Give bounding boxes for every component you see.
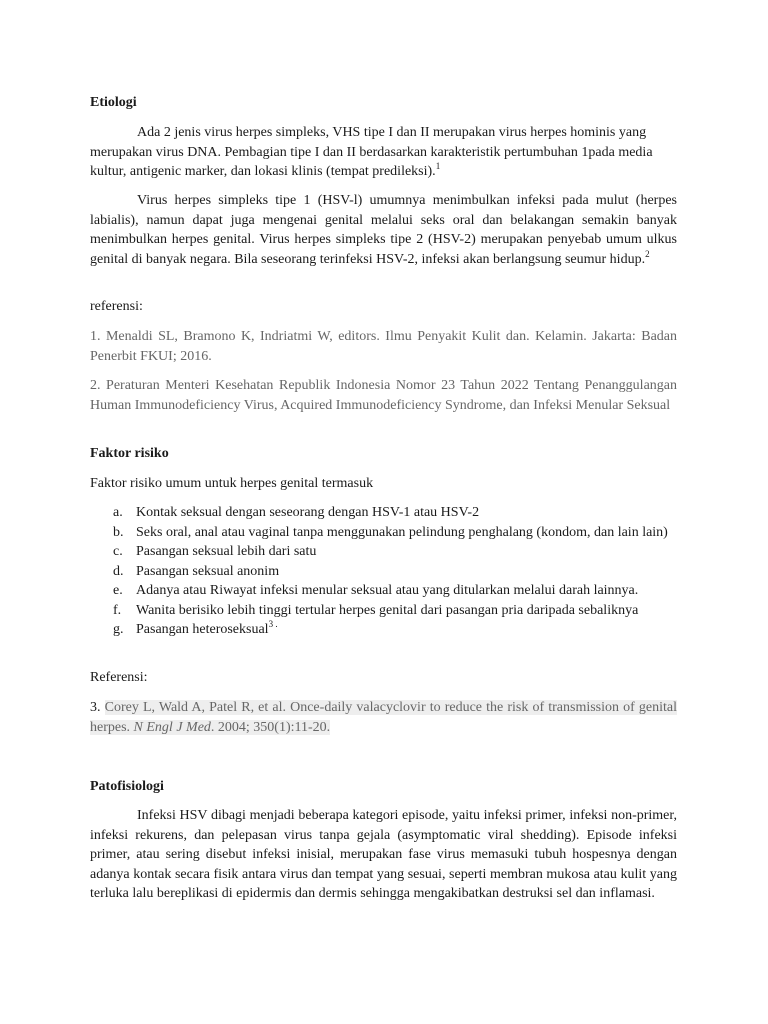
- list-item: e. Adanya atau Riwayat infeksi menular seksual atau yang ditularkan melalui darah lainnya.: [113, 583, 639, 598]
- risk-factor-list: [90, 503, 677, 640]
- section-heading-faktor-risiko: Faktor risiko: [90, 446, 169, 461]
- etiologi-paragraph-2-text: Virus herpes simpleks tipe 1 (HSV-l) umumnya menimbulkan infeksi pada mulut (herpes labialis), namun dapat juga mengenai genital melalui seks oral dan belakangan semakin banyak menimbulkan herpes genital. Virus herpes simpleks tipe 2 (HSV-2) merupakan penyebab umum ulkus genital di banyak negara. Bila seseorang terinfeksi HSV-2, infeksi akan berlangsung seumur hidup.: [90, 193, 677, 267]
- citation-3: 3 .: [268, 619, 278, 629]
- reference-1: 1. Menaldi SL, Bramono K, Indriatmi W, editors. Ilmu Penyakit Kulit dan. Kelamin. Jakarta: Badan Penerbit FKUI; 2016.: [90, 329, 677, 364]
- etiologi-paragraph-1: [90, 123, 677, 182]
- etiologi-paragraph-1-text: Ada 2 jenis virus herpes simpleks, VHS tipe I dan II merupakan virus herpes hominis yang merupakan virus DNA. Pembagian tipe I dan II berdasarkan karakteristik pertumbuhan 1pada media kultur, antigenic marker, dan lokasi klinis (tempat predileksi).: [90, 125, 653, 179]
- reference-2: 2. Peraturan Menteri Kesehatan Republik Indonesia Nomor 23 Tahun 2022 Tentang Penanggulangan Human Immunodeficiency Virus, Acquired Immunodeficiency Syndrome, dan Infeksi Menular Seksual: [90, 378, 677, 413]
- section-heading-patofisiologi: Patofisiologi: [90, 779, 164, 794]
- section-heading-etiologi: Etiologi: [90, 95, 137, 110]
- list-item: c. Pasangan seksual lebih dari satu: [113, 544, 317, 559]
- list-item: g. Pasangan heteroseksual$^{3 .}$: [113, 619, 278, 637]
- references-label-2: Referensi:: [90, 670, 148, 685]
- reference-3-text: Corey L, Wald A, Patel R, et al. Once-daily valacyclovir to reduce the risk of transmission of genital herpes. N Engl J Med. 2004; 350(1):11-20.: [90, 700, 678, 735]
- list-item: a. Kontak seksual dengan seseorang dengan HSV-1 atau HSV-2: [113, 505, 480, 520]
- list-item: f. Wanita berisiko lebih tinggi tertular herpes genital dari pasangan pria daripada sebaliknya: [113, 602, 639, 618]
- list-item: d. Pasangan seksual anonim: [113, 563, 280, 579]
- reference-3-journal: N Engl J Med: [133, 719, 211, 735]
- risk-factors-intro: Faktor risiko umum untuk herpes genital termasuk: [90, 476, 374, 491]
- etiologi-paragraph-2: [90, 191, 677, 269]
- patofisiologi-paragraph-1: Infeksi HSV dibagi menjadi beberapa kategori episode, yaitu infeksi primer, infeksi non-primer, infeksi rekurens, dan pelepasan virus tanpa gejala (asymptomatic viral shedding). Episode infeksi primer, atau sering disebut infeksi inisial, merupakan fase virus memasuki tubuh hospesnya dengan adanya kontak secara fisik antara virus dan tempat yang sesuai, seperti membran mukosa atau kulit yang terluka lalu bereplikasi di epidermis dan dermis sehingga mengakibatkan destruksi sel dan inflamasi.: [90, 808, 677, 901]
- list-item: b. Seks oral, anal atau vaginal tanpa menggunakan pelindung penghalang (kondom, dan lain lain): [113, 524, 668, 540]
- references-label: referensi:: [90, 299, 143, 314]
- reference-3: [90, 698, 677, 737]
- citation-2: 2: [645, 248, 650, 259]
- citation-1: 1: [435, 161, 441, 171]
- reference-3-number: 3.: [90, 700, 105, 715]
